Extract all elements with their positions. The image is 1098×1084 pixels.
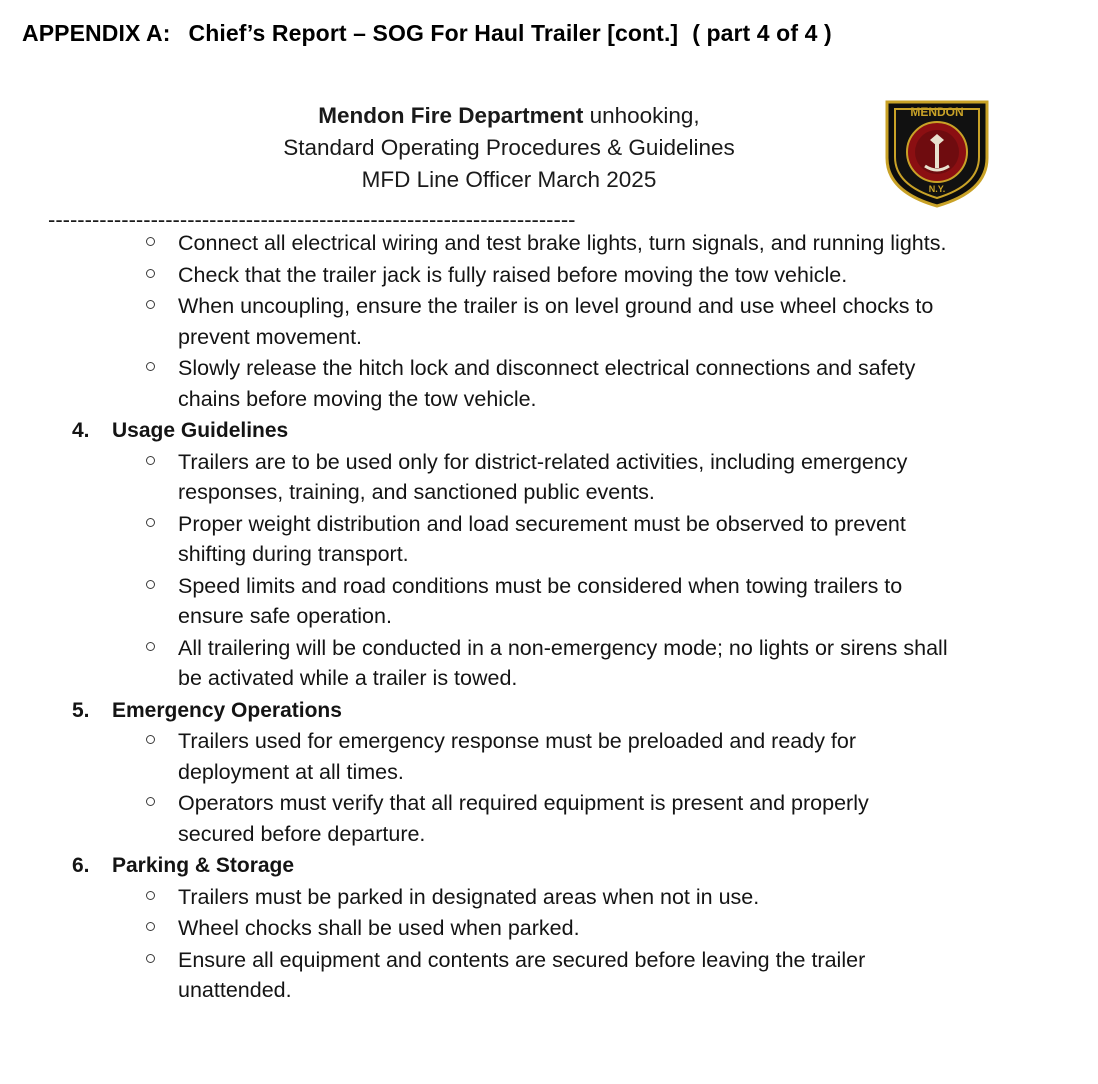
- bullet-icon: [146, 300, 155, 309]
- list-item-text: Connect all electrical wiring and test brake lights, turn signals, and running lights.: [178, 231, 947, 255]
- list-item-text: Slowly release the hitch lock and disconnect electrical connections and safety chains before moving the tow vehicle.: [178, 356, 916, 411]
- section-body-emergency-operations: [0, 726, 1098, 849]
- appendix-label: APPENDIX A:: [22, 20, 171, 46]
- list-item: [0, 228, 1098, 259]
- bullet-icon: [146, 642, 155, 651]
- appendix-title: Chief’s Report – SOG For Haul Trailer [cont.]: [188, 20, 679, 46]
- list-item-text: Speed limits and road conditions must be considered when towing trailers to ensure safe operation.: [178, 573, 903, 628]
- document-header: [0, 100, 1098, 196]
- list-item: [0, 882, 1098, 913]
- department-name: Mendon Fire Department: [318, 103, 584, 128]
- section-number: 6.: [72, 854, 90, 877]
- section-title: Parking & Storage: [112, 854, 295, 877]
- section-heading-parking-storage: [0, 851, 1098, 882]
- sub-list: [0, 447, 1098, 694]
- fire-department-badge-icon: [881, 100, 993, 208]
- scanned-document: [0, 100, 1098, 1007]
- list-item: [0, 353, 1098, 414]
- section-body-parking-storage: [0, 882, 1098, 1006]
- list-item: [0, 447, 1098, 508]
- appendix-part: ( part 4 of 4 ): [692, 20, 832, 46]
- list-item: [0, 726, 1098, 787]
- list-item-text: Wheel chocks shall be used when parked.: [178, 916, 580, 940]
- bullet-icon: [146, 269, 155, 278]
- section-title: Usage Guidelines: [112, 419, 289, 442]
- bullet-icon: [146, 954, 155, 963]
- bullet-icon: [146, 735, 155, 744]
- list-item: [0, 291, 1098, 352]
- bullet-icon: [146, 797, 155, 806]
- sog-content-list: [0, 228, 1098, 1006]
- section-number: 4.: [72, 419, 90, 442]
- list-item: [0, 945, 1098, 1006]
- bullet-icon: [146, 518, 155, 527]
- list-item: [0, 260, 1098, 291]
- list-item-text: Trailers must be parked in designated areas when not in use.: [178, 884, 760, 909]
- bullet-icon: [146, 922, 155, 931]
- list-item-text: Ensure all equipment and contents are secured before leaving the trailer unattended.: [178, 947, 866, 1002]
- list-item: [0, 788, 1098, 849]
- svg-text:MENDON: MENDON: [910, 105, 964, 119]
- section-title: Emergency Operations: [112, 698, 342, 722]
- bullet-icon: [146, 456, 155, 465]
- bullet-icon: [146, 891, 155, 900]
- header-line-2: Standard Operating Procedures & Guidelines: [283, 135, 735, 160]
- svg-text:N.Y.: N.Y.: [928, 184, 946, 194]
- bullet-icon: [146, 362, 155, 371]
- list-item-text: Trailers are to be used only for district-related activities, including emergency responses, training, and sanctioned public events.: [178, 449, 908, 504]
- list-item-text: Check that the trailer jack is fully raised before moving the tow vehicle.: [178, 262, 848, 287]
- list-item: [0, 913, 1098, 944]
- bullet-icon: [146, 580, 155, 589]
- section-heading-usage-guidelines: [0, 416, 1098, 447]
- bullet-icon: [146, 237, 155, 246]
- section-body-usage-guidelines: [0, 447, 1098, 694]
- section-heading-emergency-operations: [0, 696, 1098, 727]
- list-item: [0, 509, 1098, 570]
- appendix-heading: [22, 20, 832, 47]
- list-item-text: Trailers used for emergency response must be preloaded and ready for deployment at all times.: [178, 729, 857, 784]
- list-item-text: Operators must verify that all required equipment is present and properly secured before departure.: [178, 791, 869, 846]
- list-item-text: When uncoupling, ensure the trailer is on level ground and use wheel chocks to prevent movement.: [178, 294, 934, 349]
- sub-list: [0, 726, 1098, 849]
- list-item: [0, 571, 1098, 632]
- list-item-text: Proper weight distribution and load securement must be observed to prevent shifting during transport.: [178, 511, 906, 566]
- header-line-3: MFD Line Officer March 2025: [361, 167, 657, 192]
- dashed-divider: ------------------------------------------------------------------------: [48, 207, 576, 232]
- section-number: 5.: [72, 698, 90, 722]
- header-line-1-suffix: unhooking,: [583, 103, 700, 128]
- header-line-1: [40, 100, 978, 132]
- sub-list: [0, 882, 1098, 1006]
- list-item-text: All trailering will be conducted in a non-emergency mode; no lights or sirens shall be activated while a trailer is towed.: [178, 635, 948, 690]
- list-item: [0, 633, 1098, 694]
